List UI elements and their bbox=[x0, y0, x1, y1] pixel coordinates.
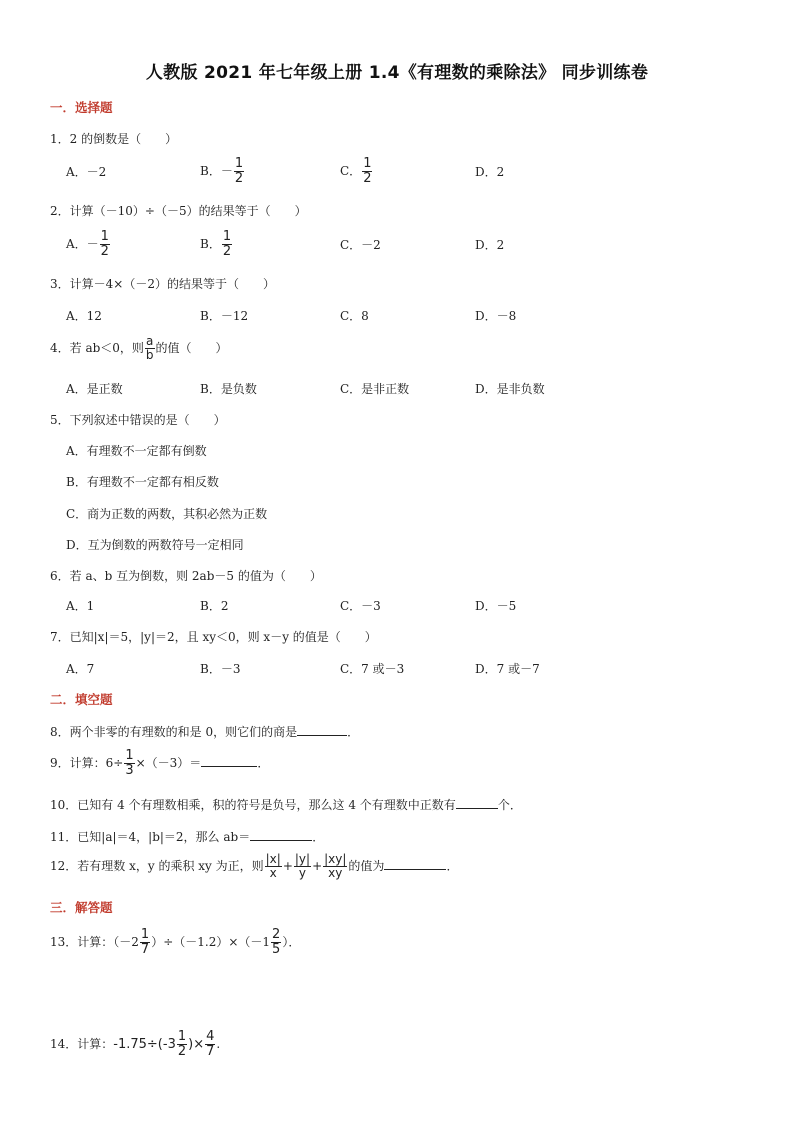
fraction-denominator: b bbox=[145, 348, 154, 362]
question-2-option-c: C．－2 bbox=[340, 238, 381, 252]
text-segment: )× bbox=[188, 1037, 205, 1052]
fraction-denominator: y bbox=[294, 866, 311, 880]
fraction-denominator: 2 bbox=[222, 244, 232, 259]
fraction bbox=[100, 230, 110, 259]
answer-blank[interactable] bbox=[201, 754, 257, 767]
question-4-option-c: C．是非正数 bbox=[340, 382, 410, 396]
question-1-option-d: D．2 bbox=[475, 165, 505, 179]
section-heading-fill-blank: 二．填空题 bbox=[50, 692, 113, 707]
question-4-option-a: A．是正数 bbox=[66, 382, 123, 396]
answer-blank[interactable] bbox=[456, 796, 498, 809]
fraction bbox=[140, 928, 150, 957]
question-1-stem: 1．2 的倒数是（ ） bbox=[50, 132, 178, 146]
question-6-option-b: B．2 bbox=[200, 599, 229, 613]
fraction-numerator: |xy| bbox=[324, 852, 347, 866]
text-segment: 10．已知有 4 个有理数相乘，积的符号是负号，那么这 4 个有理数中正数有 bbox=[50, 798, 456, 812]
fraction-denominator: 2 bbox=[177, 1044, 187, 1059]
fraction-numerator: a bbox=[146, 334, 154, 348]
text-segment: A．－ bbox=[66, 237, 99, 251]
question-1-option-c bbox=[340, 157, 373, 186]
text-segment: 8．两个非零的有理数的和是 0，则它们的商是 bbox=[50, 725, 298, 739]
text-segment: 个． bbox=[497, 798, 522, 812]
fraction-numerator: 1 bbox=[140, 927, 150, 942]
question-5-option-b: B．有理数不一定都有相反数 bbox=[66, 475, 219, 489]
text-segment: ． bbox=[312, 830, 325, 844]
text-segment: + bbox=[282, 859, 293, 873]
fraction-numerator: 1 bbox=[100, 229, 109, 244]
question-6-option-c: C．－3 bbox=[340, 599, 381, 613]
question-9 bbox=[50, 749, 269, 778]
page-title: 人教版 2021 年七年级上册 1.4《有理数的乘除法》 同步训练卷 bbox=[145, 63, 649, 83]
question-10 bbox=[50, 796, 522, 813]
text-segment: B．－ bbox=[200, 164, 233, 178]
text-segment: B． bbox=[200, 237, 221, 251]
question-8 bbox=[50, 723, 359, 740]
text-segment: ． bbox=[257, 756, 270, 770]
fraction-numerator: |y| bbox=[294, 852, 311, 866]
fraction-denominator: x bbox=[265, 866, 282, 880]
fraction-denominator: 2 bbox=[363, 171, 372, 186]
fraction-numerator: 4 bbox=[206, 1029, 215, 1044]
question-2-option-b bbox=[200, 230, 233, 259]
question-6-option-d: D．－5 bbox=[475, 599, 517, 613]
question-1-option-a: A．－2 bbox=[66, 165, 107, 179]
question-5-option-a: A．有理数不一定都有倒数 bbox=[66, 444, 207, 458]
question-4-option-d: D．是非负数 bbox=[475, 382, 545, 396]
question-5-stem: 5．下列叙述中错误的是（ ） bbox=[50, 413, 226, 427]
question-3-option-d: D．－8 bbox=[475, 309, 517, 323]
question-7-option-b: B．－3 bbox=[200, 662, 241, 676]
question-4-option-b: B．是负数 bbox=[200, 382, 257, 396]
question-14 bbox=[50, 1030, 220, 1059]
fraction bbox=[265, 853, 282, 880]
question-3-option-c: C．8 bbox=[340, 309, 369, 323]
question-7-option-d: D．7 或－7 bbox=[475, 662, 540, 676]
question-3-stem: 3．计算－4×（－2）的结果等于（ ） bbox=[50, 277, 275, 291]
question-5-option-d: D．互为倒数的两数符号一定相同 bbox=[66, 538, 244, 552]
text-segment: 13．计算：（－2 bbox=[50, 935, 139, 949]
text-segment: ． bbox=[347, 725, 360, 739]
question-2-option-a bbox=[66, 230, 111, 259]
fraction-numerator: 1 bbox=[125, 748, 134, 763]
question-2-option-d: D．2 bbox=[475, 238, 505, 252]
fraction bbox=[323, 853, 347, 880]
fraction bbox=[294, 853, 311, 880]
question-5-option-c: C．商为正数的两数，其积必然为正数 bbox=[66, 507, 268, 521]
fraction-numerator: 1 bbox=[363, 156, 372, 171]
section-heading-solve: 三．解答题 bbox=[50, 900, 113, 915]
question-7-option-a: A．7 bbox=[66, 662, 95, 676]
fraction-denominator: 5 bbox=[272, 942, 281, 957]
question-12 bbox=[50, 853, 458, 880]
text-segment: 12．若有理数 x，y 的乘积 xy 为正，则 bbox=[50, 859, 264, 873]
text-segment: + bbox=[312, 859, 323, 873]
text-segment: ． bbox=[446, 859, 459, 873]
text-segment: ）÷（－1.2）×（－1 bbox=[151, 935, 271, 949]
fraction-denominator: 7 bbox=[140, 942, 150, 957]
fraction-numerator: 1 bbox=[177, 1029, 187, 1044]
fraction bbox=[271, 928, 281, 957]
fraction bbox=[145, 335, 155, 362]
answer-blank[interactable] bbox=[384, 857, 446, 870]
fraction-denominator: 3 bbox=[125, 763, 134, 778]
fraction-denominator: 2 bbox=[234, 171, 244, 186]
answer-blank[interactable] bbox=[250, 828, 312, 841]
fraction-denominator: 2 bbox=[100, 244, 109, 259]
question-1-option-b bbox=[200, 157, 245, 186]
text-segment: ）． bbox=[282, 935, 301, 949]
question-3-option-a: A．12 bbox=[66, 309, 102, 323]
fraction-numerator: 1 bbox=[234, 156, 244, 171]
fraction bbox=[177, 1030, 187, 1059]
text-segment: . bbox=[216, 1037, 221, 1051]
section-heading-choice: 一．选择题 bbox=[50, 100, 113, 115]
fraction bbox=[124, 749, 134, 778]
fraction bbox=[205, 1030, 215, 1059]
question-3-option-b: B．－12 bbox=[200, 309, 249, 323]
question-7-option-c: C．7 或－3 bbox=[340, 662, 405, 676]
question-13 bbox=[50, 928, 300, 957]
fraction bbox=[234, 157, 244, 186]
fraction-numerator: |x| bbox=[265, 852, 281, 866]
text-segment: ×（－3）＝ bbox=[135, 756, 202, 770]
text-segment: 的值（ ） bbox=[155, 341, 228, 355]
fraction bbox=[362, 157, 372, 186]
question-6-option-a: A．1 bbox=[66, 599, 95, 613]
question-11 bbox=[50, 828, 324, 845]
answer-blank[interactable] bbox=[297, 723, 347, 736]
question-4-stem bbox=[50, 335, 228, 362]
fraction-numerator: 1 bbox=[222, 229, 232, 244]
fraction-denominator: 7 bbox=[206, 1044, 215, 1059]
fraction-denominator: xy bbox=[323, 866, 347, 880]
question-2-stem: 2．计算（－10）÷（－5）的结果等于（ ） bbox=[50, 204, 307, 218]
question-7-stem: 7．已知|x|＝5，|y|＝2，且 xy＜0，则 x－y 的值是（ ） bbox=[50, 630, 377, 644]
text-segment: 11．已知|a|＝4，|b|＝2，那么 ab＝ bbox=[50, 830, 251, 844]
text-segment: 的值为 bbox=[348, 859, 385, 873]
text-segment: 4．若 ab＜0，则 bbox=[50, 341, 144, 355]
text-segment: C． bbox=[340, 164, 362, 178]
question-6-stem: 6．若 a、b 互为倒数，则 2ab－5 的值为（ ） bbox=[50, 569, 322, 583]
fraction bbox=[222, 230, 232, 259]
text-segment: -1.75÷(-3 bbox=[113, 1037, 176, 1052]
text-segment: 9．计算：6÷ bbox=[50, 756, 124, 770]
fraction-numerator: 2 bbox=[272, 927, 281, 942]
text-segment: 14．计算： bbox=[50, 1037, 114, 1051]
